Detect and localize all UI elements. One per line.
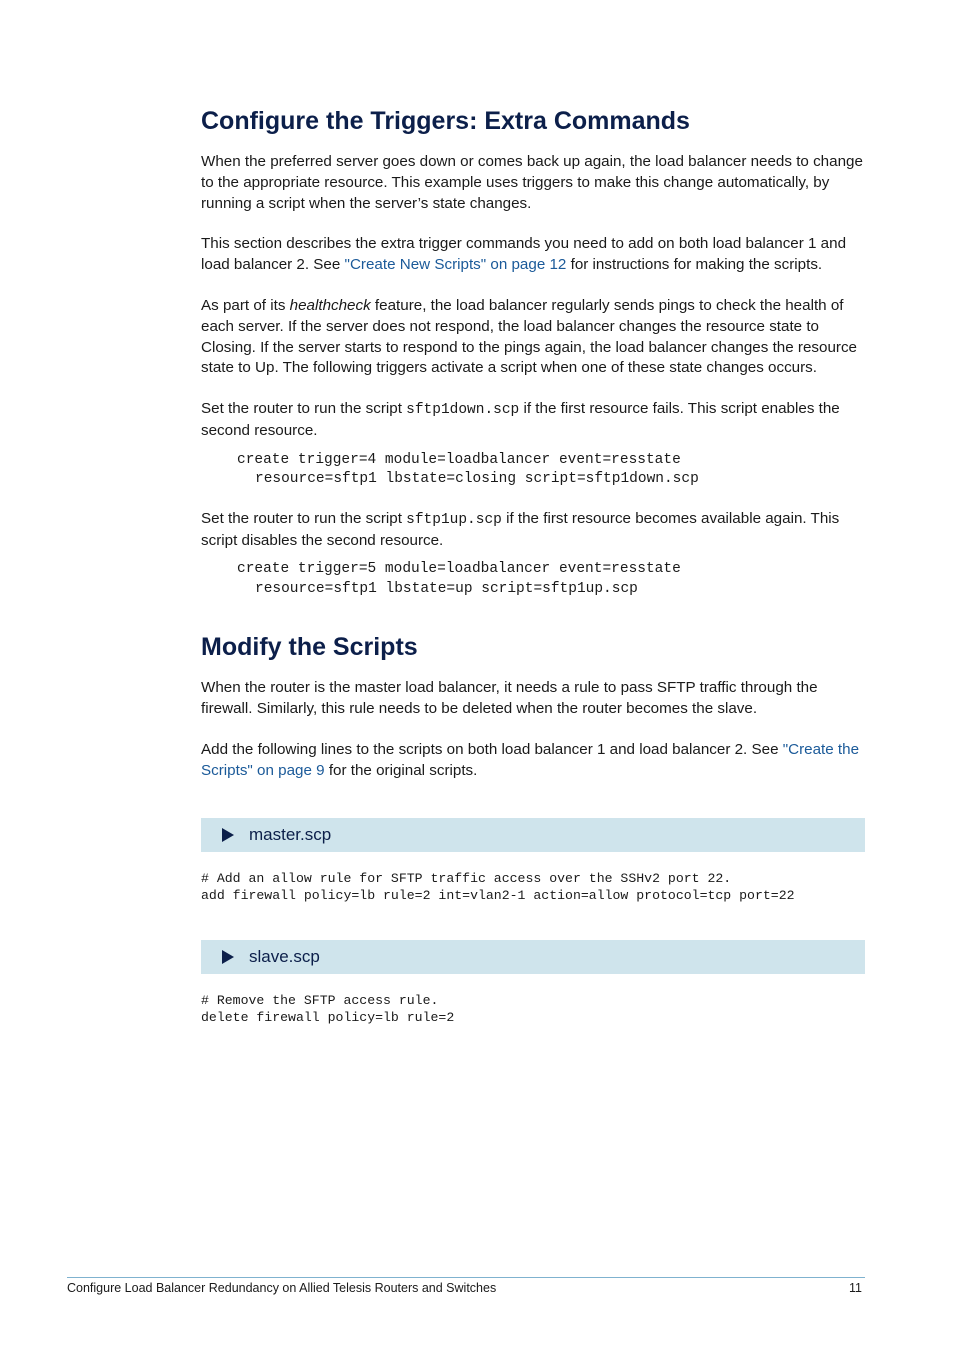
footer-document-title: Configure Load Balancer Redundancy on Allied Telesis Routers and Switches: [67, 1281, 497, 1295]
page-content: [201, 103, 865, 1026]
paragraph-trigger-commands: This section describes the extra trigger commands you need to add on both load balancer 1 and load balancer 2. See "Create New Scripts" on page 12 for instructions for making the scripts.: [201, 235, 847, 274]
section-heading-modify-scripts: Modify the Scripts: [201, 633, 418, 662]
paragraph-sftp1down: Set the router to run the script sftp1down.scp if the first resource fails. This script enables the second resource.: [201, 400, 840, 439]
paragraph-intro: When the preferred server goes down or comes back up again, the load balancer needs to change to the appropriate resource. This example uses triggers to make this change automatically, by running a script when the server’s state changes.: [201, 153, 863, 212]
file-header-master[interactable]: [201, 818, 865, 852]
paragraph-master-rule: When the router is the master load balancer, it needs a rule to pass SFTP traffic through the firewall. Similarly, this rule needs to be deleted when the router becomes the slave.: [201, 679, 818, 718]
play-triangle-icon: [222, 950, 234, 964]
inline-code-sftp1down: sftp1down.scp: [406, 402, 520, 419]
section-heading-triggers: Configure the Triggers: Extra Commands: [201, 107, 690, 135]
inline-code-sftp1up: sftp1up.scp: [406, 511, 502, 528]
link-create-the-scripts[interactable]: "Create the Scripts" on page 9: [201, 740, 860, 779]
paragraph-add-lines: Add the following lines to the scripts on both load balancer 1 and load balancer 2. See "Create the Scripts" on page 9 for the original scripts.: [201, 740, 860, 779]
term-healthcheck: healthcheck: [289, 296, 371, 314]
command-trigger-5: create trigger=5 module=loadbalancer event=resstate resource=sftp1 lbstate=up script=sftp1up.scp: [237, 561, 681, 597]
file-name-slave: slave.scp: [249, 946, 320, 966]
command-trigger-4: create trigger=4 module=loadbalancer event=resstate resource=sftp1 lbstate=closing script=sftp1down.scp: [237, 451, 699, 488]
paragraph-healthcheck: As part of its healthcheck feature, the load balancer regularly sends pings to check the health of each server. If the server does not respond, the load balancer changes the resource state to Closing. If the server starts to respond to the pings again, the load balancer changes the resource state to Up. The following triggers activate a script when one of these state changes occurs.: [201, 296, 857, 377]
link-create-new-scripts[interactable]: "Create New Scripts" on page 12: [344, 256, 567, 274]
file-name-master: master.scp: [249, 824, 332, 844]
play-triangle-icon: [222, 828, 234, 842]
code-block-slave: # Remove the SFTP access rule. delete firewall policy=lb rule=2: [201, 992, 455, 1025]
footer-page-number: 11: [849, 1281, 862, 1295]
file-header-slave[interactable]: [201, 940, 865, 974]
code-block-master: # Add an allow rule for SFTP traffic access over the SSHv2 port 22. add firewall policy=lb rule=2 int=vlan2-1 action=allow protocol=tcp port=22: [201, 870, 795, 903]
footer-divider: [67, 1277, 865, 1278]
paragraph-sftp1up: Set the router to run the script sftp1up.scp if the first resource becomes available again. This script disables the second resource.: [201, 509, 840, 549]
